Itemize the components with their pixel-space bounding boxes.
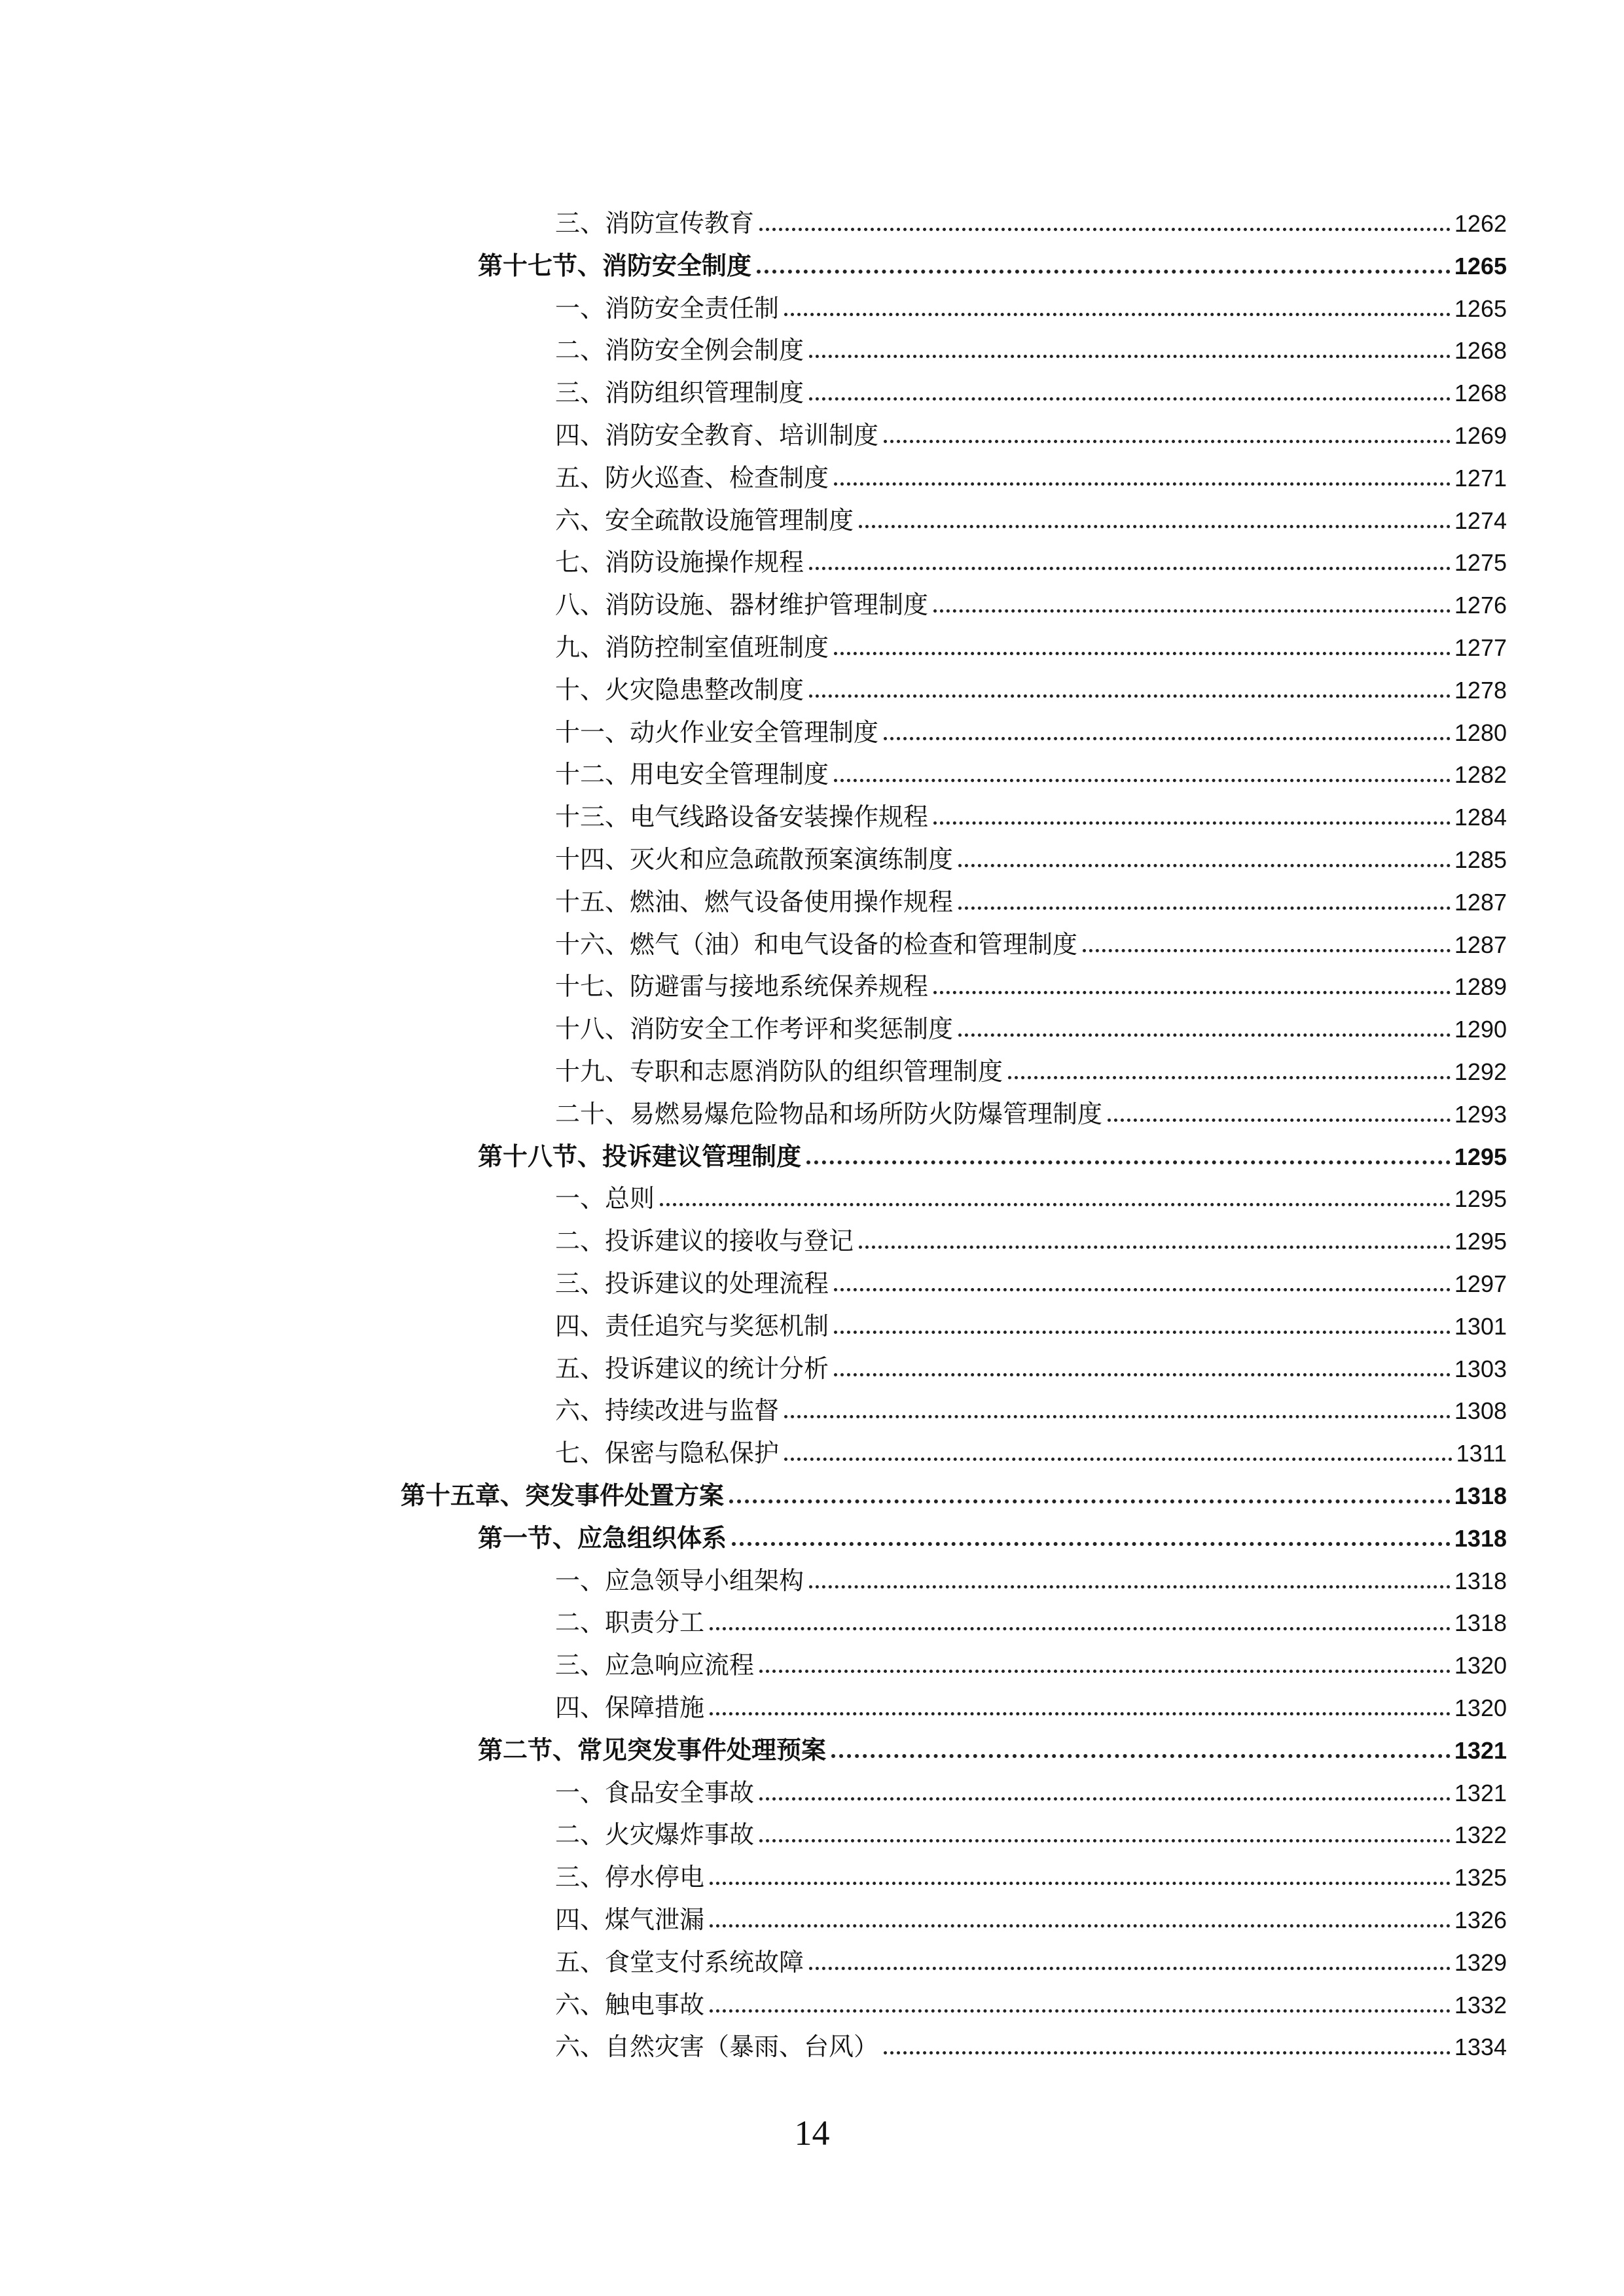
toc-entry-page: 1268 [1454,337,1507,365]
dot-leader [710,2009,1451,2013]
toc-entry-title: 四、消防安全教育、培训制度 [555,421,879,450]
dot-leader [660,1203,1451,1206]
toc-section-entry[interactable] [478,1130,1507,1169]
toc-subsection-entry[interactable] [555,1384,1507,1426]
dot-leader [732,1542,1451,1546]
toc-subsection-entry[interactable] [555,1426,1507,1468]
toc-subsection-entry[interactable] [555,1087,1507,1126]
toc-entry-title: 三、停水停电 [555,1863,705,1892]
toc-entry-page: 1282 [1454,761,1507,789]
dot-leader [729,1499,1451,1503]
toc-entry-title: 三、消防宣传教育 [555,209,755,238]
dot-leader [1083,949,1451,952]
dot-leader [710,1924,1451,1928]
toc-entry-title: 三、投诉建议的处理流程 [555,1269,829,1298]
toc-subsection-entry[interactable] [555,1935,1507,1975]
toc-entry-page: 1297 [1454,1270,1507,1297]
toc-subsection-entry[interactable] [555,1596,1507,1638]
toc-entry-title: 二、职责分工 [555,1608,705,1638]
toc-entry-title: 六、自然灾害（暴雨、台风） [555,2032,879,2062]
toc-entry-page: 1329 [1454,1948,1507,1976]
toc-subsection-entry[interactable] [555,1681,1507,1720]
toc-subsection-entry[interactable] [555,1045,1507,1084]
toc-entry-title: 四、保障措施 [555,1693,705,1722]
dot-leader [834,1288,1451,1291]
dot-leader [958,864,1451,867]
toc-entry-page: 1334 [1454,2034,1507,2061]
dot-leader [809,1585,1451,1588]
toc-entry-title: 十二、用电安全管理制度 [555,760,829,789]
toc-subsection-entry[interactable] [555,1299,1507,1338]
dot-leader [831,1754,1451,1758]
toc-entry-title: 十四、灭火和应急疏散预案演练制度 [555,845,954,874]
toc-subsection-entry[interactable] [555,281,1507,321]
toc-entry-page: 1265 [1454,295,1507,322]
toc-entry-page: 1318 [1454,1567,1507,1594]
toc-subsection-entry[interactable] [555,1766,1507,1805]
dot-leader [759,1839,1451,1842]
dot-leader [884,440,1451,443]
toc-entry-page: 1295 [1454,1143,1507,1170]
toc-entry-page: 1292 [1454,1058,1507,1085]
toc-entry-title: 十、火灾隐患整改制度 [555,675,804,704]
dot-leader [884,737,1451,740]
toc-entry-title: 二、火灾爆炸事故 [555,1820,755,1850]
toc-entry-title: 一、应急领导小组架构 [555,1566,804,1595]
toc-entry-title: 二、消防安全例会制度 [555,336,804,365]
toc-entry-page: 1293 [1454,1100,1507,1128]
toc-entry-title: 第十五章、突发事件处置方案 [401,1481,725,1510]
dot-leader [757,270,1451,274]
toc-entry-title: 七、消防设施操作规程 [555,548,804,577]
toc-entry-page: 1322 [1454,1821,1507,1849]
dot-leader [958,1033,1451,1037]
toc-subsection-entry[interactable] [555,1257,1507,1296]
toc-subsection-entry[interactable] [555,747,1507,787]
toc-entry-title: 三、消防组织管理制度 [555,378,804,408]
toc-subsection-entry[interactable] [555,1002,1507,1044]
dot-leader [834,1373,1451,1376]
toc-entry-title: 第二节、常见突发事件处理预案 [478,1735,827,1765]
toc-subsection-entry[interactable] [555,1808,1507,1850]
toc-entry-title: 六、安全疏散设施管理制度 [555,505,854,535]
toc-subsection-entry[interactable] [555,1893,1507,1932]
toc-entry-title: 五、食堂支付系统故障 [555,1947,804,1977]
toc-subsection-entry[interactable] [555,196,1507,236]
toc-entry-title: 十九、专职和志愿消防队的组织管理制度 [555,1057,1003,1086]
toc-entry-page: 1311 [1456,1440,1507,1467]
toc-entry-title: 二十、易燃易爆危险物品和场所防火防爆管理制度 [555,1099,1103,1128]
toc-section-entry[interactable] [478,1511,1507,1551]
toc-subsection-entry[interactable] [555,790,1507,832]
toc-subsection-entry[interactable] [555,451,1507,490]
toc-entry-title: 八、消防设施、器材维护管理制度 [555,590,929,620]
toc-entry-page: 1308 [1454,1397,1507,1425]
toc-section-entry[interactable] [478,1723,1507,1763]
toc-entry-page: 1303 [1454,1355,1507,1382]
toc-subsection-entry[interactable] [555,620,1507,660]
toc-subsection-entry[interactable] [555,833,1507,872]
toc-entry-title: 十三、电气线路设备安装操作规程 [555,802,929,832]
dot-leader [784,1415,1451,1418]
dot-leader [809,397,1451,401]
dot-leader [784,1458,1453,1461]
toc-entry-title: 一、总则 [555,1184,655,1213]
toc-entry-page: 1277 [1454,634,1507,661]
toc-entry-page: 1287 [1454,888,1507,916]
toc-entry-page: 1271 [1454,464,1507,492]
toc-entry-page: 1276 [1454,592,1507,619]
dot-leader [933,609,1451,613]
dot-leader [884,2051,1451,2054]
toc-entry-title: 四、煤气泄漏 [555,1905,705,1934]
toc-entry-page: 1278 [1454,676,1507,704]
dot-leader [834,652,1451,655]
toc-subsection-entry[interactable] [555,408,1507,448]
dot-leader [710,1627,1451,1630]
dot-leader [958,906,1451,910]
toc-subsection-entry[interactable] [555,706,1507,745]
toc-entry-page: 1280 [1454,719,1507,746]
toc-subsection-entry[interactable] [555,1554,1507,1593]
toc-subsection-entry[interactable] [555,535,1507,575]
toc-entry-page: 1262 [1454,210,1507,237]
dot-leader [859,525,1451,528]
toc-entry-page: 1326 [1454,1907,1507,1933]
toc-entry-page: 1275 [1454,549,1507,577]
toc-entry-title: 第一节、应急组织体系 [478,1523,727,1552]
toc-entry-title: 十五、燃油、燃气设备使用操作规程 [555,887,954,916]
toc-entry-title: 十七、防避雷与接地系统保养规程 [555,972,929,1001]
toc-entry-page: 1287 [1454,931,1507,958]
toc-entry-title: 第十七节、消防安全制度 [478,251,752,280]
toc-subsection-entry[interactable] [555,1342,1507,1381]
toc-entry-title: 三、应急响应流程 [555,1651,755,1680]
toc-subsection-entry[interactable] [555,1172,1507,1211]
toc-entry-title: 十六、燃气（油）和电气设备的检查和管理制度 [555,929,1078,959]
toc-section-entry[interactable] [478,239,1507,278]
toc-subsection-entry[interactable] [555,1638,1507,1680]
dot-leader [834,1331,1451,1334]
toc-subsection-entry[interactable] [555,663,1507,702]
toc-subsection-entry[interactable] [555,323,1507,363]
toc-entry-page: 1332 [1454,1991,1507,2018]
dot-leader [784,313,1451,316]
toc-entry-page: 1269 [1454,422,1507,449]
dot-leader [834,779,1451,782]
dot-leader [834,482,1451,486]
dot-leader [806,1160,1451,1164]
toc-entry-title: 四、责任追究与奖惩机制 [555,1311,829,1340]
dot-leader [809,567,1451,570]
dot-leader [710,1712,1451,1715]
toc-entry-page: 1295 [1454,1228,1507,1255]
toc-entry-page: 1320 [1454,1652,1507,1679]
toc-entry-page: 1318 [1454,1609,1507,1637]
toc-entry-title: 六、触电事故 [555,1990,705,2019]
dot-leader [933,991,1451,994]
page-number: 14 [794,2113,830,2153]
toc-subsection-entry[interactable] [555,493,1507,533]
dot-leader [759,228,1451,231]
toc-entry-title: 十八、消防安全工作考评和奖惩制度 [555,1014,954,1044]
dot-leader [933,821,1451,825]
toc-entry-page: 1274 [1454,507,1507,534]
dot-leader [809,355,1451,358]
toc-entry-title: 一、消防安全责任制 [555,293,780,323]
toc-subsection-entry[interactable] [555,578,1507,620]
dot-leader [859,1246,1451,1249]
dot-leader [759,1670,1451,1673]
toc-subsection-entry[interactable] [555,1214,1507,1256]
toc-subsection-entry[interactable] [555,2020,1507,2062]
toc-entry-page: 1290 [1454,1016,1507,1043]
toc-entry-title: 二、投诉建议的接收与登记 [555,1227,854,1256]
toc-subsection-entry[interactable] [555,1978,1507,2017]
toc-entry-title: 五、防火巡查、检查制度 [555,463,829,492]
toc-subsection-entry[interactable] [555,1850,1507,1890]
toc-entry-title: 九、消防控制室值班制度 [555,633,829,662]
toc-entry-page: 1321 [1454,1736,1507,1764]
toc-entry-page: 1285 [1454,846,1507,873]
toc-subsection-entry[interactable] [555,875,1507,914]
toc-subsection-entry[interactable] [555,960,1507,999]
toc-entry-title: 十一、动火作业安全管理制度 [555,717,879,747]
toc-entry-title: 第十八节、投诉建议管理制度 [478,1141,802,1171]
toc-entry-page: 1284 [1454,804,1507,831]
toc-entry-title: 五、投诉建议的统计分析 [555,1354,829,1383]
toc-chapter-entry[interactable] [401,1469,1507,1508]
toc-subsection-entry[interactable] [555,366,1507,408]
toc-entry-page: 1295 [1454,1185,1507,1213]
toc-subsection-entry[interactable] [555,918,1507,957]
toc-entry-page: 1318 [1454,1482,1507,1509]
toc-entry-page: 1301 [1454,1312,1507,1340]
dot-leader [710,1882,1451,1885]
toc-entry-page: 1321 [1454,1779,1507,1806]
dot-leader [1108,1119,1451,1122]
toc-entry-page: 1265 [1454,252,1507,279]
dot-leader [759,1797,1451,1801]
dot-leader [809,694,1451,698]
toc-entry-title: 一、食品安全事故 [555,1778,755,1807]
toc-entry-page: 1268 [1454,380,1507,407]
toc-entry-page: 1289 [1454,973,1507,1001]
toc-entry-title: 六、持续改进与监督 [555,1396,780,1426]
dot-leader [809,1967,1451,1970]
toc-entry-page: 1325 [1454,1864,1507,1892]
dot-leader [1008,1076,1451,1079]
toc-entry-title: 七、保密与隐私保护 [555,1439,780,1468]
toc-entry-page: 1318 [1454,1524,1507,1552]
toc-entry-page: 1320 [1454,1695,1507,1721]
